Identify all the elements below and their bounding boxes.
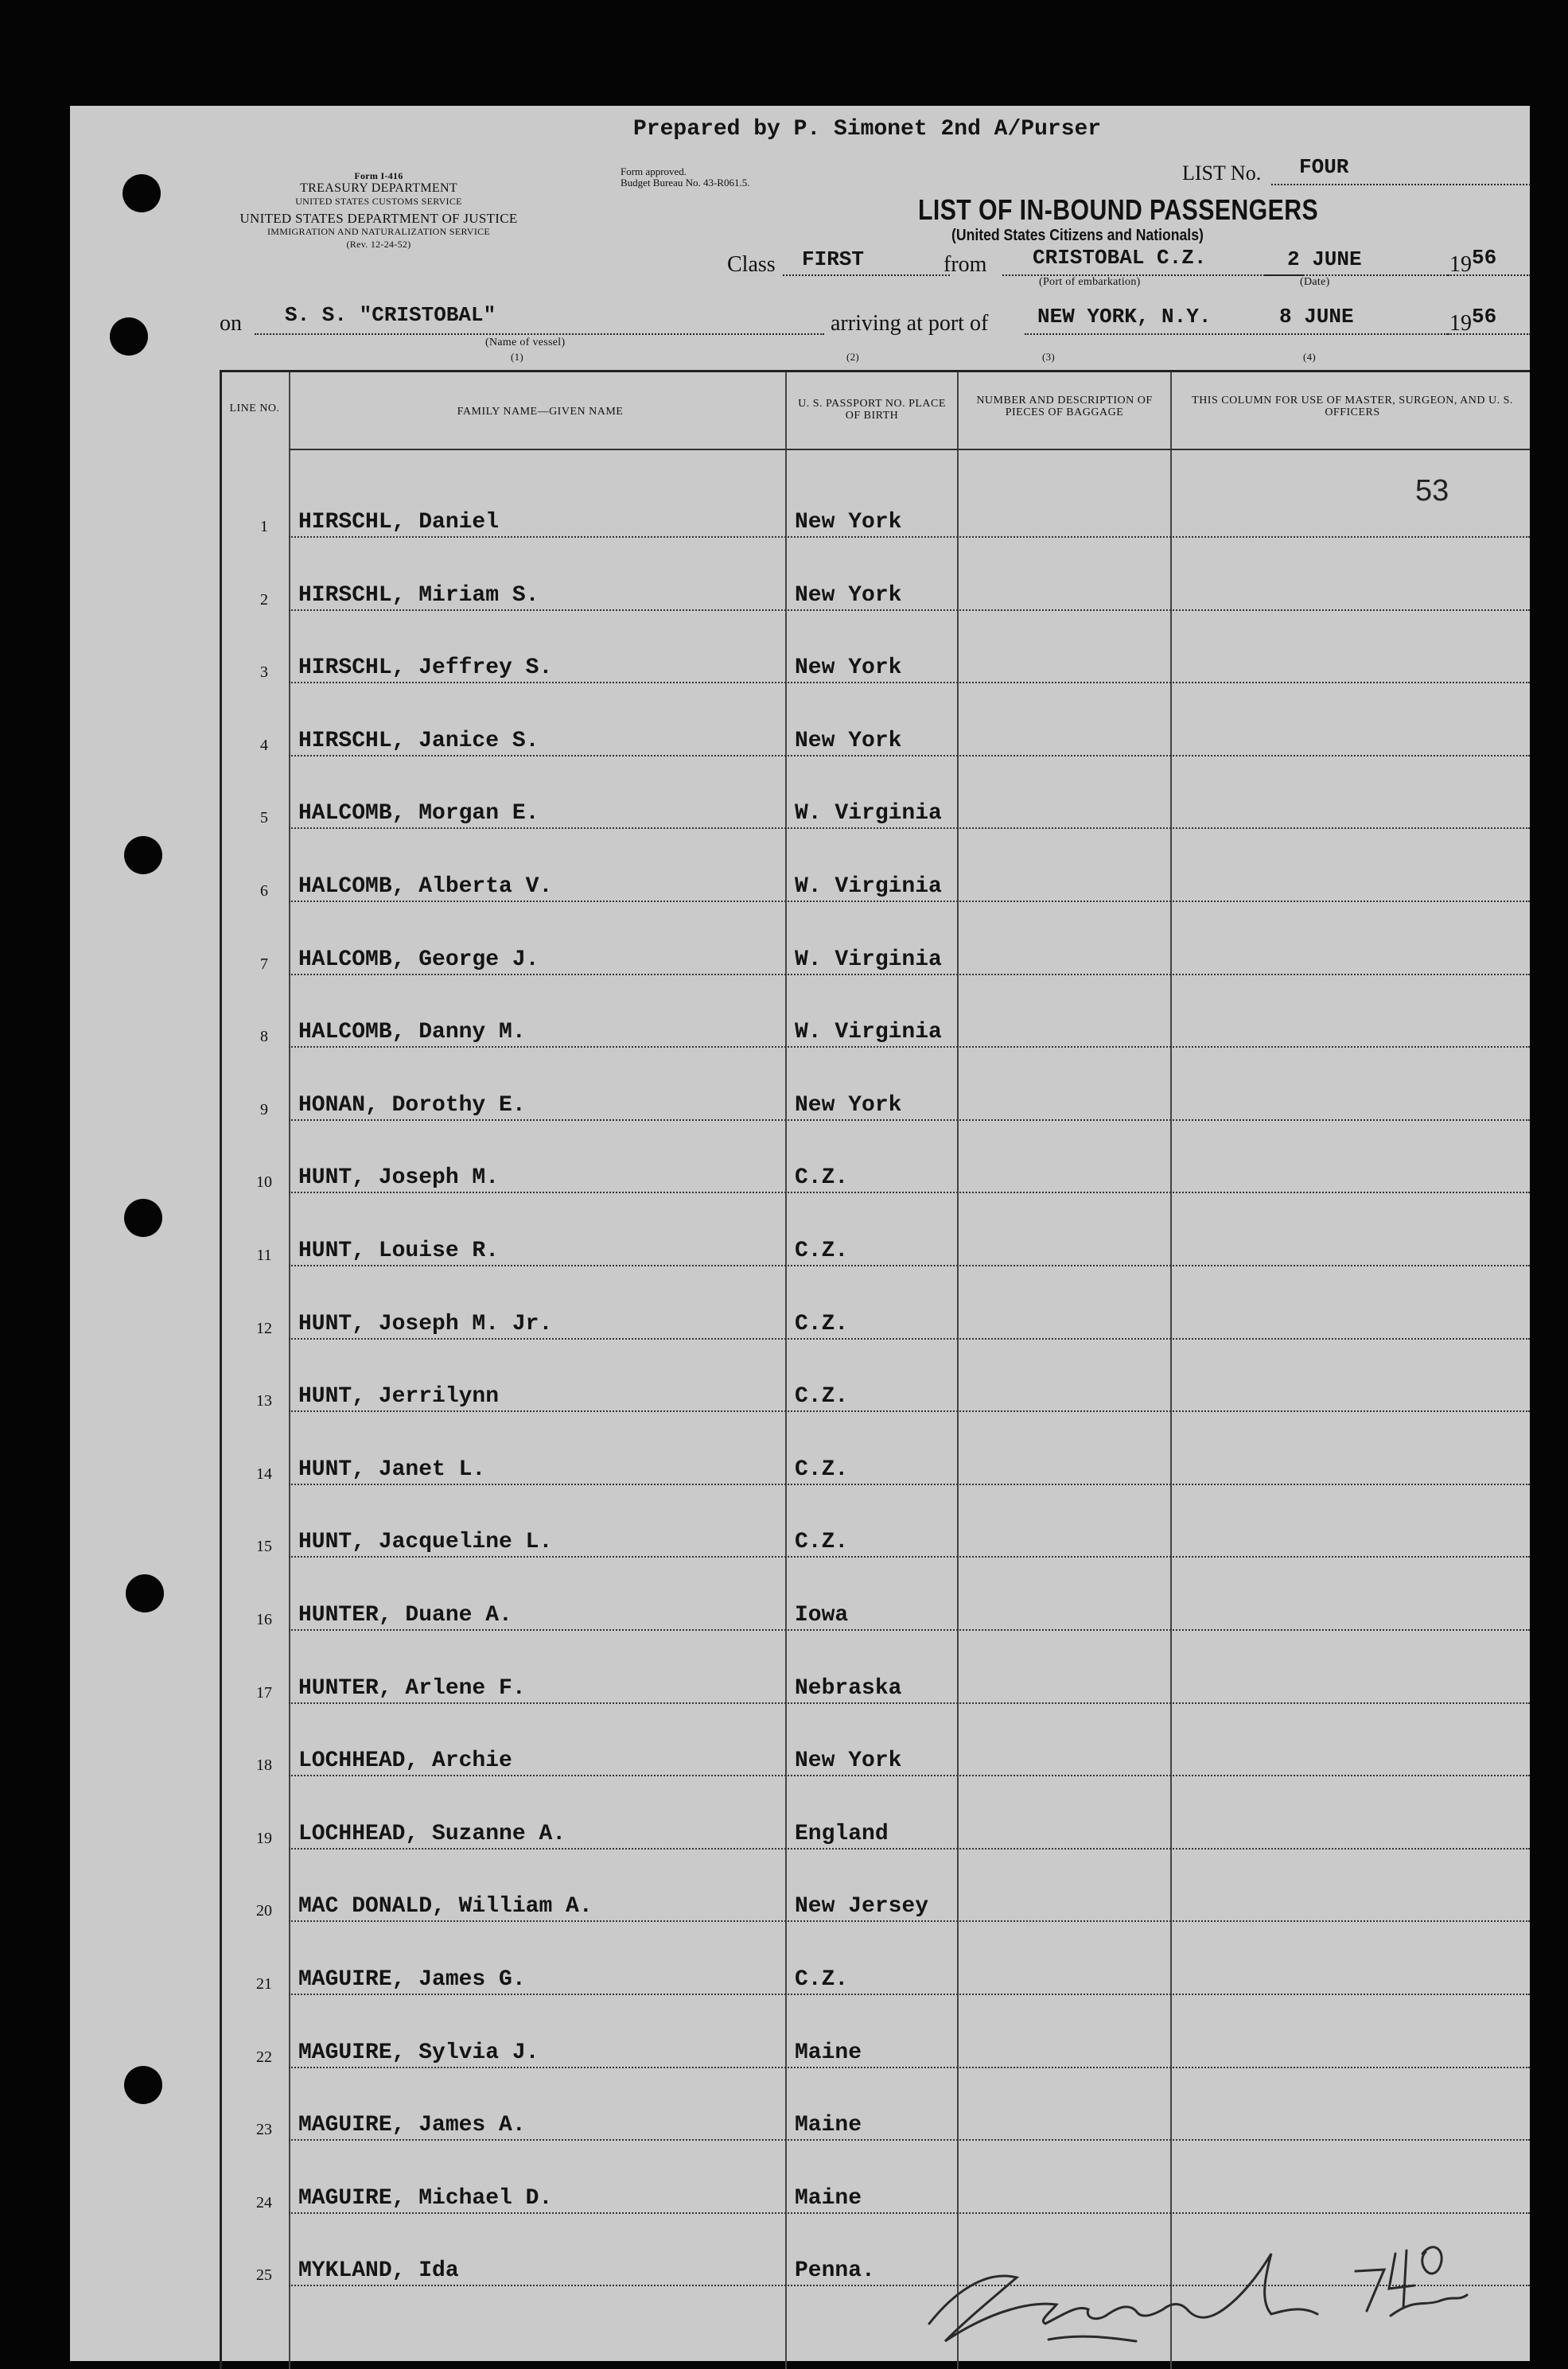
departure-year: 56 [1472,246,1497,270]
line-number: 21 [256,1975,272,1993]
binder-hole [124,1199,162,1237]
table-row [222,1484,1530,1558]
table-row [222,2068,1530,2141]
line-number: 7 [260,955,268,973]
class-value: FIRST [802,247,865,271]
table-row [222,974,1530,1048]
passenger-name: HUNT, Joseph M. [298,1165,500,1191]
vessel-underline [255,333,824,335]
line-number: 15 [256,1538,272,1556]
vessel-name: S. S. "CRISTOBAL" [285,303,496,327]
col-header-line-no: LINE NO. [229,403,280,414]
passenger-name: MYKLAND, Ida [298,2258,459,2284]
caption-1: (1) [511,351,524,363]
place-of-birth: C.Z. [795,1530,849,1555]
line-number: 5 [260,809,268,827]
officer-signature [897,2222,1470,2357]
place-of-birth: Nebraska [795,1675,902,1701]
line-number: 20 [256,1902,272,1920]
place-of-birth: New York [795,655,902,681]
line-number: 2 [260,590,268,609]
arrival-underline [1025,333,1448,335]
departure-year-underline [1448,274,1531,276]
place-of-birth: W. Virginia [795,1020,942,1045]
caption-2: (2) [846,351,860,363]
col-header-baggage: NUMBER AND DESCRIPTION OF PIECES OF BAGGAGE [976,395,1153,418]
departure-year-prefix: 19 [1449,252,1472,277]
line-number: 4 [260,736,268,754]
passenger-name: HUNTER, Duane A. [298,1603,512,1628]
passenger-name: HIRSCHL, Miriam S. [298,582,539,608]
place-of-birth: Penna. [795,2258,875,2284]
arriving-label: arriving at port of [831,311,989,336]
table-row [222,610,1530,683]
from-label: from [944,252,987,277]
passenger-name: HIRSCHL, Daniel [298,510,500,535]
line-number: 13 [256,1392,272,1410]
departure-date-underline [1265,274,1448,276]
passenger-name: HUNT, Jacqueline L. [298,1530,553,1555]
passenger-name: MAGUIRE, James A. [298,2113,526,2138]
place-of-birth: W. Virginia [795,801,942,827]
place-of-birth: C.Z. [795,1967,849,1992]
table-row [222,1995,1530,2068]
binder-hole [124,836,162,874]
line-number: 18 [256,1756,272,1775]
table-row [222,829,1530,902]
table-row [222,1339,1530,1412]
binder-hole [110,317,148,356]
line-number: 12 [256,1319,272,1337]
line-number: 10 [256,1173,272,1192]
form-approval: Form approved. Budget Bureau No. 43-R061.5. [621,165,750,189]
caption-4: (4) [1303,351,1317,363]
form-subtitle: (United States Citizens and Nationals) [951,227,1204,244]
line-number: 24 [256,2193,272,2211]
arrival-port: NEW YORK, N.Y. [1037,305,1212,329]
place-of-birth: C.Z. [795,1165,849,1191]
line-number: 6 [260,882,268,900]
vessel-caption: (Name of vessel) [485,336,566,348]
passenger-name: HALCOMB, Danny M. [298,1020,526,1045]
table-row [222,1776,1530,1850]
class-label: Class [727,252,776,277]
passenger-name: MAC DONALD, William A. [298,1894,593,1920]
passenger-name: HUNT, Janet L. [298,1457,486,1482]
place-of-birth: New York [795,582,902,608]
passenger-name: MAGUIRE, Sylvia J. [298,2040,539,2065]
arrival-date: 8 JUNE [1279,305,1354,329]
passenger-name: HIRSCHL, Jeffrey S. [298,655,553,681]
place-of-birth: New York [795,1092,902,1118]
date-caption: (Date) [1300,276,1330,288]
arrival-year-prefix: 19 [1449,311,1472,336]
passenger-name: HUNT, Jerrilynn [298,1384,500,1410]
place-of-birth: Maine [795,2040,862,2065]
line-number: 22 [256,2048,272,2066]
table-row [222,1193,1530,1266]
line-number: 14 [256,1465,272,1483]
place-of-birth: C.Z. [795,1239,849,1263]
table-row [222,1558,1530,1631]
place-of-birth: Iowa [795,1603,849,1628]
binder-hole [123,174,161,212]
list-no-label: LIST No. [1182,161,1262,185]
passenger-name: LOCHHEAD, Archie [298,1749,512,1774]
place-of-birth: Maine [795,2185,862,2211]
line-number: 19 [256,1829,272,1847]
caption-3: (3) [1042,351,1056,363]
place-of-birth: England [795,1821,889,1846]
line-number: 8 [260,1028,268,1046]
passenger-name: LOCHHEAD, Suzanne A. [298,1821,566,1846]
passenger-name: MAGUIRE, Michael D. [298,2185,553,2211]
port-caption: (Port of embarkation) [1039,276,1141,288]
departure-date: 2 JUNE [1287,247,1362,271]
place-of-birth: C.Z. [795,1457,849,1482]
binder-hole [126,1574,164,1612]
place-of-birth: New York [795,510,902,535]
passenger-name: HALCOMB, George J. [298,947,539,972]
place-of-birth: C.Z. [795,1384,849,1410]
table-row [222,1048,1530,1121]
line-number: 3 [260,663,268,682]
on-label: on [220,311,242,336]
line-number: 25 [256,2266,272,2285]
table-row [222,756,1530,829]
arrival-year-underline [1448,333,1531,335]
col-header-officers: THIS COLUMN FOR USE OF MASTER, SURGEON, AND U. S. OFFICERS [1192,395,1513,418]
place-of-birth: New Jersey [795,1894,929,1920]
table-row [222,902,1530,975]
table-row [222,1120,1530,1193]
departure-port: CRISTOBAL C.Z. [1033,246,1207,270]
passenger-name: HUNTER, Arlene F. [298,1675,526,1701]
table-row [222,465,1530,538]
place-of-birth: W. Virginia [795,947,942,972]
table-row [222,1631,1530,1704]
table-row [222,1266,1530,1340]
place-of-birth: New York [795,1749,902,1774]
page-number: 53 [1415,474,1449,508]
passenger-name: HUNT, Joseph M. Jr. [298,1311,553,1336]
binder-hole [124,2066,162,2104]
passenger-name: HONAN, Dorothy E. [298,1092,526,1118]
class-underline [783,274,950,276]
table-row [222,1703,1530,1776]
place-of-birth: Maine [795,2113,862,2138]
passenger-name: HALCOMB, Morgan E. [298,801,539,827]
col-header-name: FAMILY NAME—GIVEN NAME [457,406,624,418]
arrival-year: 56 [1472,305,1497,329]
prepared-by-line: Prepared by P. Simonet 2nd A/Purser [633,117,1102,142]
line-number: 1 [260,518,268,535]
passenger-table [220,370,1530,2369]
line-number: 11 [256,1247,272,1264]
place-of-birth: W. Virginia [795,874,942,899]
list-no-underline [1271,184,1531,185]
col-header-passport: U. S. PASSPORT NO. PLACE OF BIRTH [798,398,946,422]
agency-block: Form I-416 TREASURY DEPARTMENT UNITED STATES CUSTOMS SERVICE UNITED STATES DEPARTMENT OF JUSTICE IMMIGRATION AND NATURALIZATION SERVICE (Rev. 12-24-52) [239,170,518,250]
list-no-value: FOUR [1299,155,1349,179]
line-number: 9 [260,1100,268,1118]
passenger-name: HUNT, Louise R. [298,1239,500,1263]
table-row [222,1922,1530,1995]
line-number: 17 [256,1683,272,1702]
passenger-name: HIRSCHL, Janice S. [298,728,539,753]
line-number: 16 [256,1611,272,1628]
table-row [222,1412,1530,1485]
table-row [222,1849,1530,1922]
passenger-name: HALCOMB, Alberta V. [298,874,553,899]
table-row [222,538,1530,611]
passenger-manifest-page [70,106,1530,2361]
place-of-birth: New York [795,728,902,753]
form-title: LIST OF IN-BOUND PASSENGERS [918,193,1319,226]
table-row [222,683,1530,757]
line-number: 23 [256,2121,272,2139]
place-of-birth: C.Z. [795,1311,849,1336]
passenger-name: MAGUIRE, James G. [298,1967,526,1992]
table-row [222,2141,1530,2214]
